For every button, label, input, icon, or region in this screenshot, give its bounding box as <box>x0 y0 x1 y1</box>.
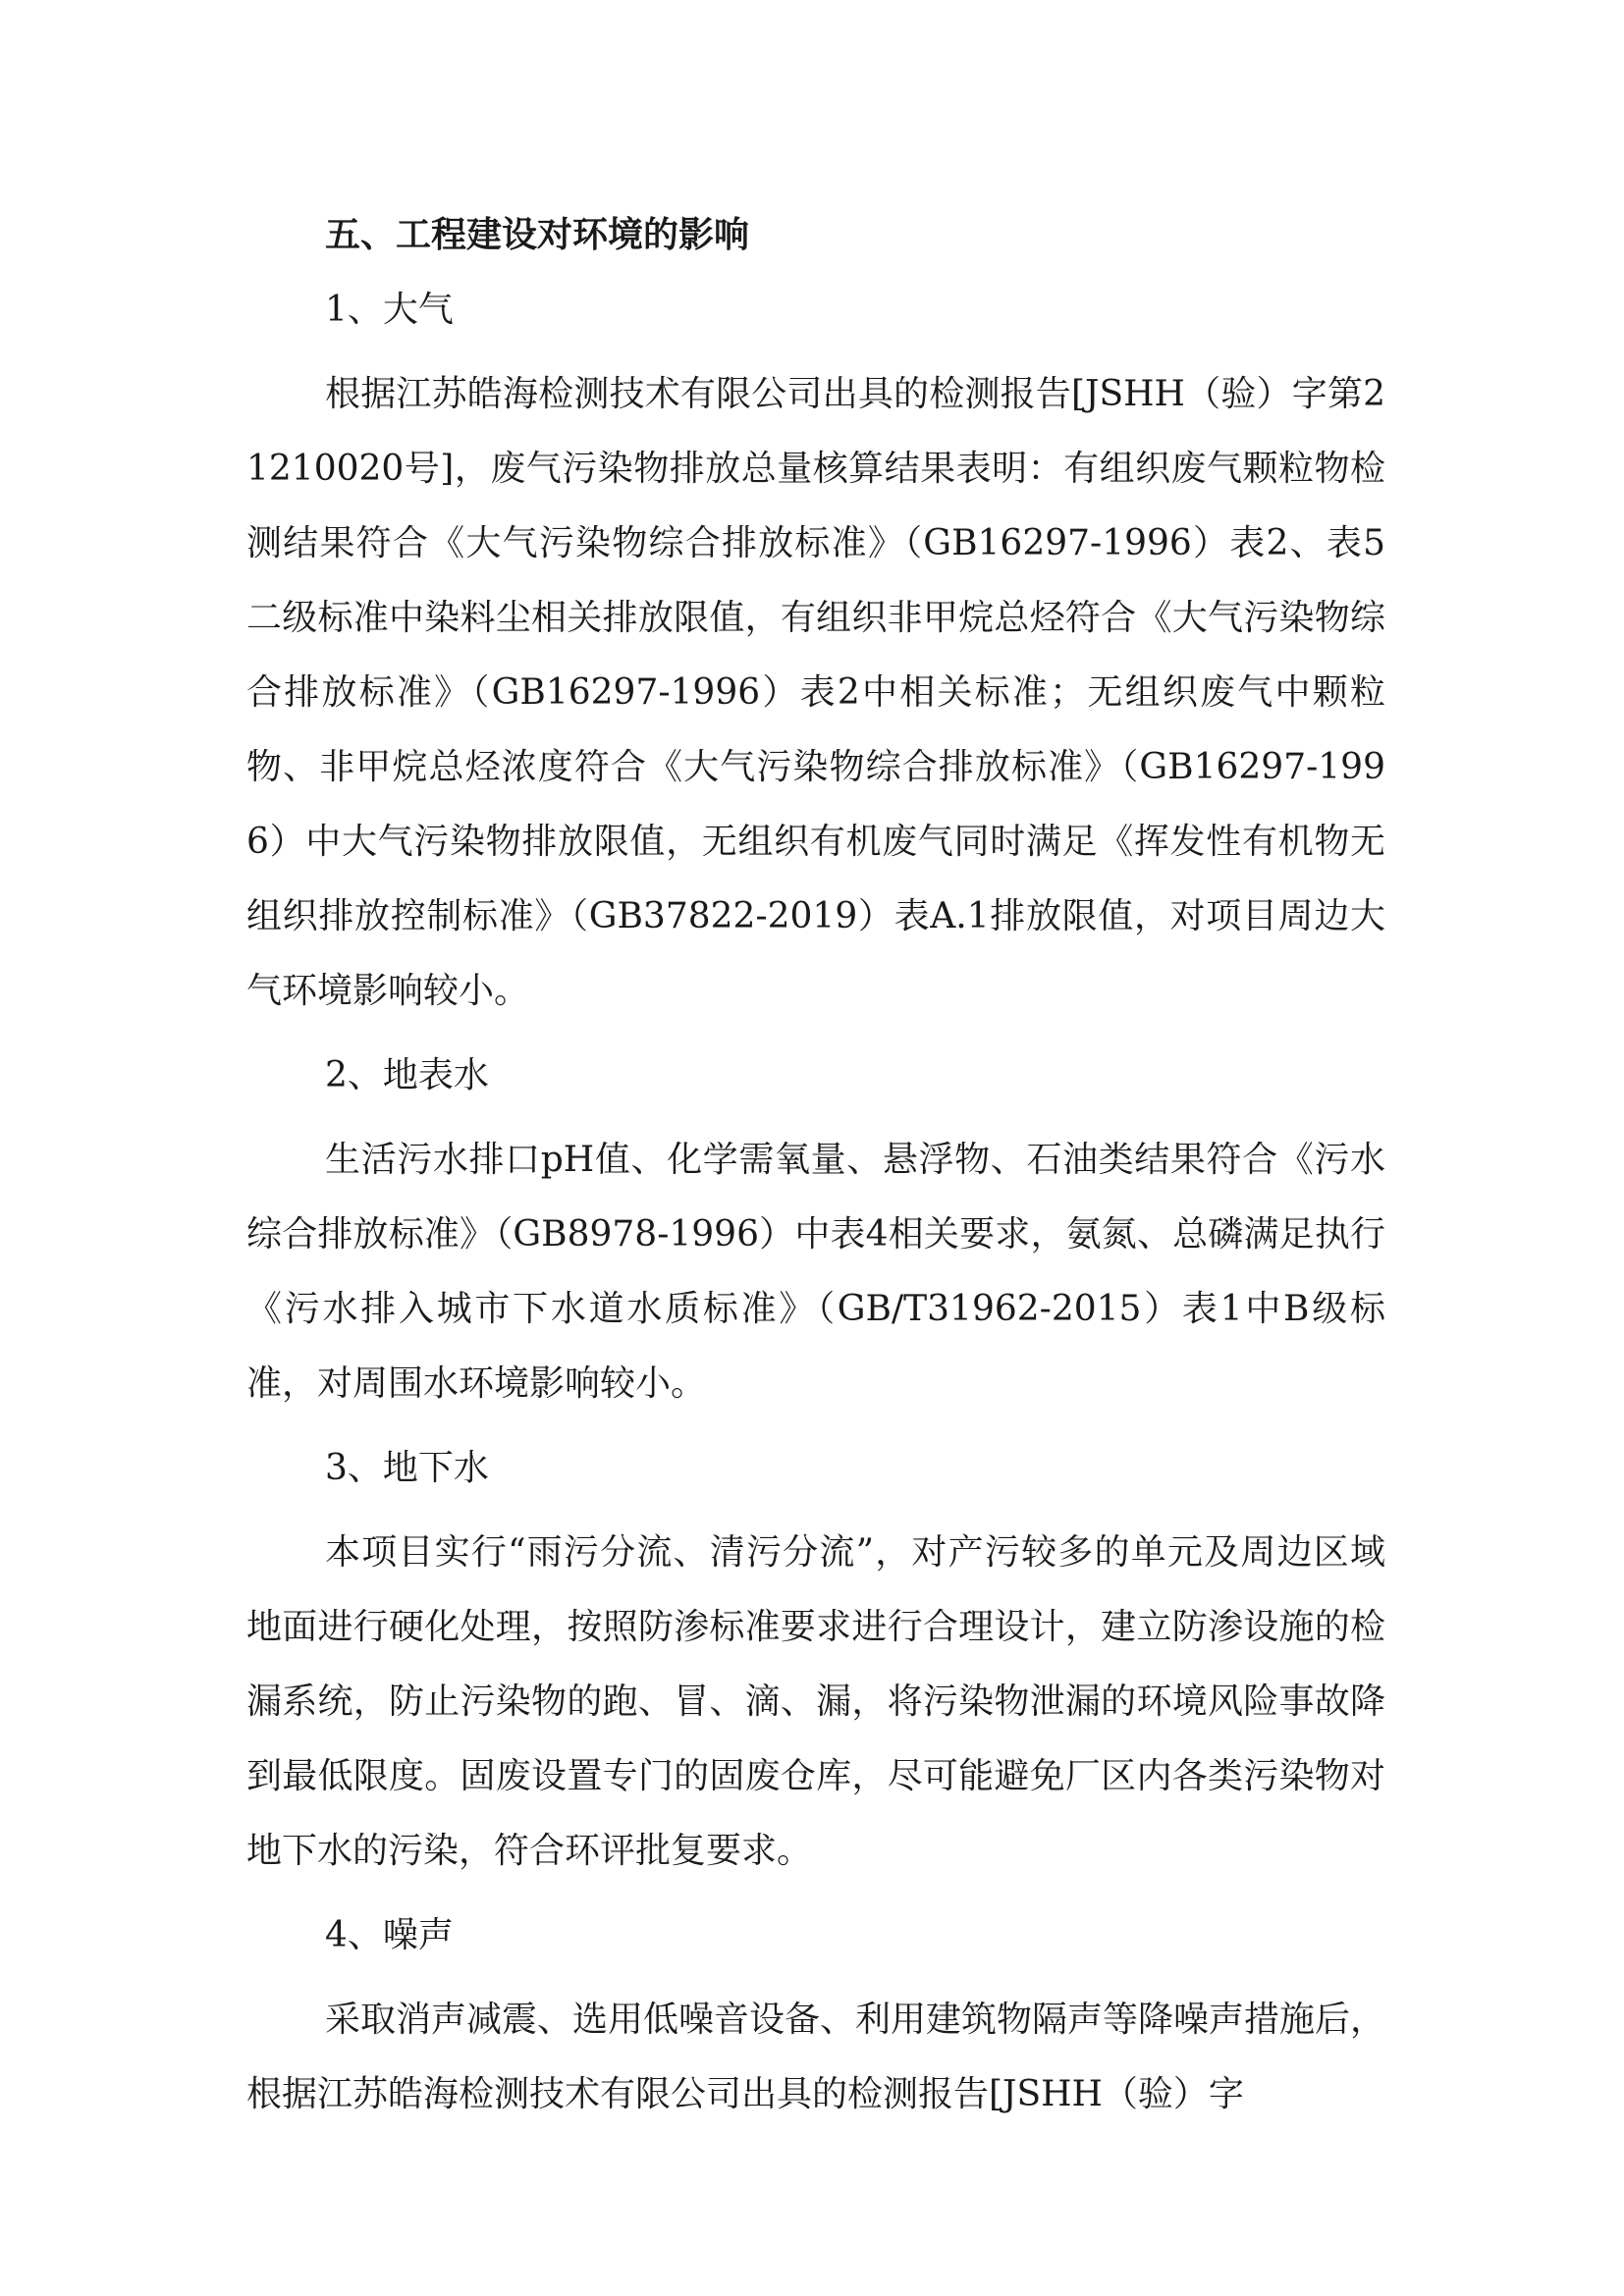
section-heading-noise: 4、噪声 <box>325 1915 454 1955</box>
section-heading-surface-water: 2、地表水 <box>325 1055 489 1095</box>
section-text-surface-water: 生活污水排口pH值、化学需氧量、悬浮物、石油类结果符合《污水综合排放标准》（GB8978-1996）中表4相关要求，氨氮、总磷满足执行《污水排入城市下水道水质标准》（GB/T31962-2015）表1中B级标准，对周围水环境影响较小。 <box>246 1140 1385 1404</box>
section-text-noise: 采取消声减震、选用低噪音设备、利用建筑物隔声等降噪声措施后，根据江苏皓海检测技术有限公司出具的检测报告[JSHH（验）字 <box>246 2000 1386 2114</box>
section-heading-groundwater: 3、地下水 <box>325 1448 489 1488</box>
section-text-air: 根据江苏皓海检测技术有限公司出具的检测报告[JSHH（验）字第21210020号]，废气污染物排放总量核算结果表明：有组织废气颗粒物检测结果符合《大气污染物综合排放标准》（GB16297-1996）表2、表5二级标准中染料尘相关排放限值，有组织非甲烷总烃符合《大气污染物综合排放标准》（GB16297-1996）表2中相关标准；无组织废气中颗粒物、非甲烷总烃浓度符合《大气污染物综合排放标准》（GB16297-1996）中大气污染物排放限值，无组织有机废气同时满足《挥发性有机物无组织排放控制标准》（GB37822-2019）表A.1排放限值，对项目周边大气环境影响较小。 <box>246 374 1385 1011</box>
section-text-groundwater: 本项目实行“雨污分流、清污分流”，对产污较多的单元及周边区域地面进行硬化处理，按照防渗标准要求进行合理设计，建立防渗设施的检漏系统，防止污染物的跑、冒、滴、漏，将污染物泄漏的环境风险事故降到最低限度。固废设置专门的固废仓库，尽可能避免厂区内各类污染物对地下水的污染，符合环评批复要求。 <box>246 1532 1385 1871</box>
document-body <box>246 208 1385 2152</box>
section-groundwater <box>246 1441 1385 1889</box>
section-heading-air: 1、大气 <box>325 290 454 330</box>
section-noise <box>246 1908 1385 2132</box>
section-title: 五、工程建设对环境的影响 <box>325 215 750 255</box>
section-surface-water <box>246 1048 1385 1421</box>
section-air <box>246 283 1385 1029</box>
